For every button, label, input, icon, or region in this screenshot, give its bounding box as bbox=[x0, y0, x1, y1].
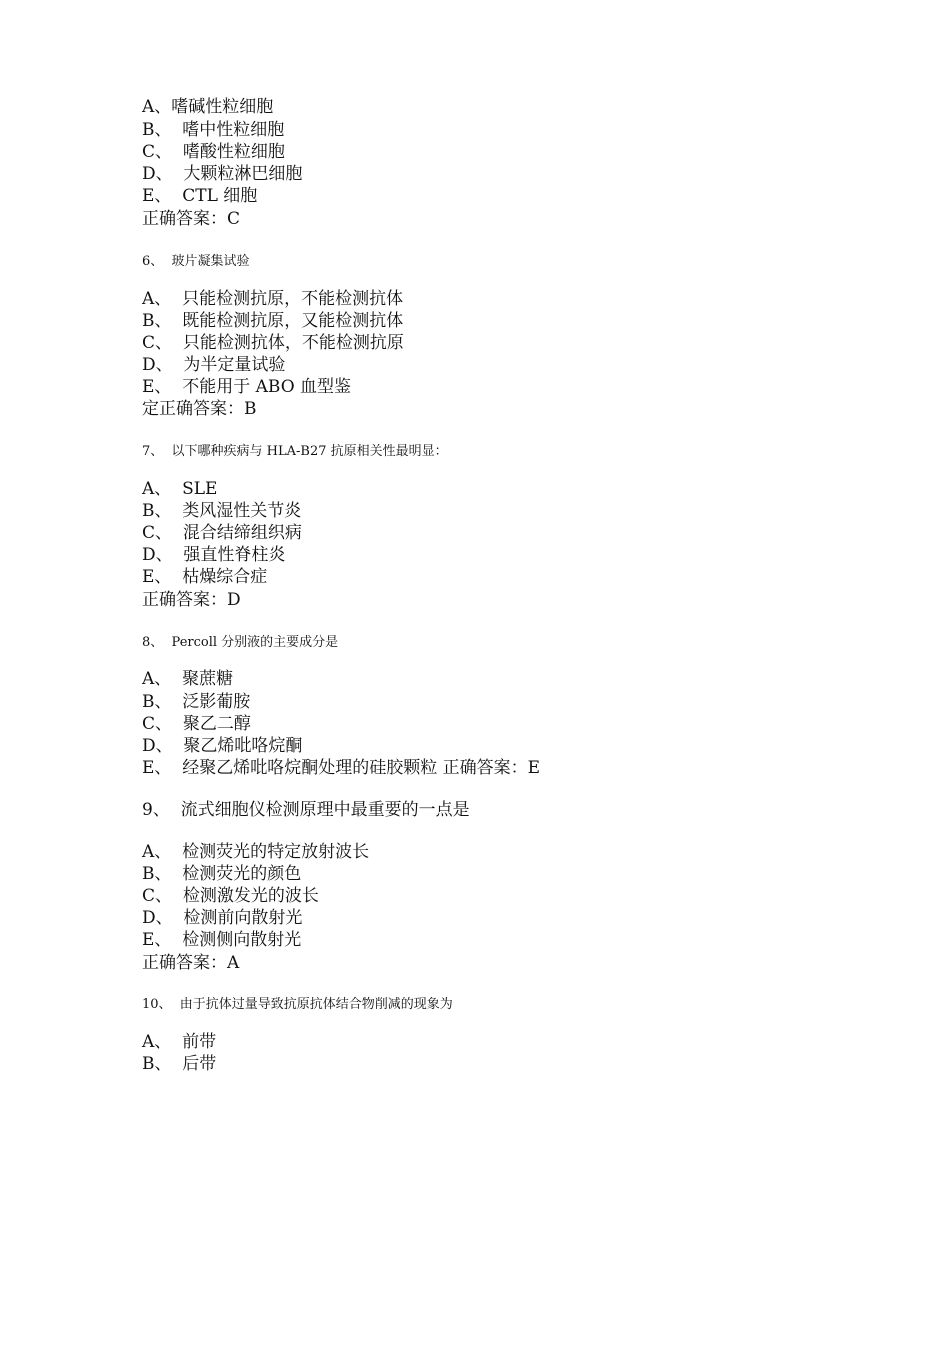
option-c: C、 只能检测抗体，不能检测抗原 bbox=[142, 333, 404, 353]
option-d: D、 大颗粒淋巴细胞 bbox=[142, 164, 303, 184]
option-c: C、 聚乙二醇 bbox=[142, 714, 251, 734]
option-e: E、 枯燥综合症 bbox=[142, 567, 268, 587]
option-b: B、 泛影葡胺 bbox=[142, 692, 251, 712]
option-b: B、 既能检测抗原，又能检测抗体 bbox=[142, 311, 404, 331]
option-d: D、 强直性脊柱炎 bbox=[142, 545, 286, 565]
option-b: B、 类风湿性关节炎 bbox=[142, 501, 302, 521]
option-a: A、 聚蔗糖 bbox=[142, 669, 234, 689]
question-7: 7、 以下哪种疾病与 HLA-B27 抗原相关性最明显： bbox=[142, 444, 448, 459]
option-a: A、 只能检测抗原，不能检测抗体 bbox=[142, 289, 404, 309]
option-e: E、 经聚乙烯吡咯烷酮处理的硅胶颗粒 正确答案：E bbox=[142, 758, 541, 778]
answer: 正确答案：D bbox=[142, 590, 241, 610]
option-a: A、嗜碱性粒细胞 bbox=[142, 97, 274, 117]
answer: 定正确答案：B bbox=[142, 399, 257, 419]
question-9: 9、 流式细胞仪检测原理中最重要的一点是 bbox=[142, 800, 470, 820]
option-e: E、 不能用于 ABO 血型鉴 bbox=[142, 377, 352, 397]
question-6: 6、 玻片凝集试验 bbox=[142, 254, 250, 269]
option-b: B、 嗜中性粒细胞 bbox=[142, 120, 285, 140]
question-10: 10、 由于抗体过量导致抗原抗体结合物削减的现象为 bbox=[142, 997, 453, 1012]
option-a: A、 SLE bbox=[142, 479, 218, 499]
option-b: B、 后带 bbox=[142, 1054, 217, 1074]
answer: 正确答案：C bbox=[142, 209, 241, 229]
option-a: A、 前带 bbox=[142, 1032, 217, 1052]
option-c: C、 嗜酸性粒细胞 bbox=[142, 142, 285, 162]
option-d: D、 为半定量试验 bbox=[142, 355, 286, 375]
answer: 正确答案：A bbox=[142, 953, 240, 973]
option-d: D、 聚乙烯吡咯烷酮 bbox=[142, 736, 303, 756]
option-b: B、 检测荧光的颜色 bbox=[142, 864, 302, 884]
option-a: A、 检测荧光的特定放射波长 bbox=[142, 842, 370, 862]
option-c: C、 混合结缔组织病 bbox=[142, 523, 302, 543]
option-e: E、 检测侧向散射光 bbox=[142, 930, 302, 950]
option-d: D、 检测前向散射光 bbox=[142, 908, 303, 928]
option-e: E、 CTL 细胞 bbox=[142, 186, 258, 206]
option-c: C、 检测激发光的波长 bbox=[142, 886, 319, 906]
question-8: 8、 Percoll 分别液的主要成分是 bbox=[142, 635, 339, 650]
